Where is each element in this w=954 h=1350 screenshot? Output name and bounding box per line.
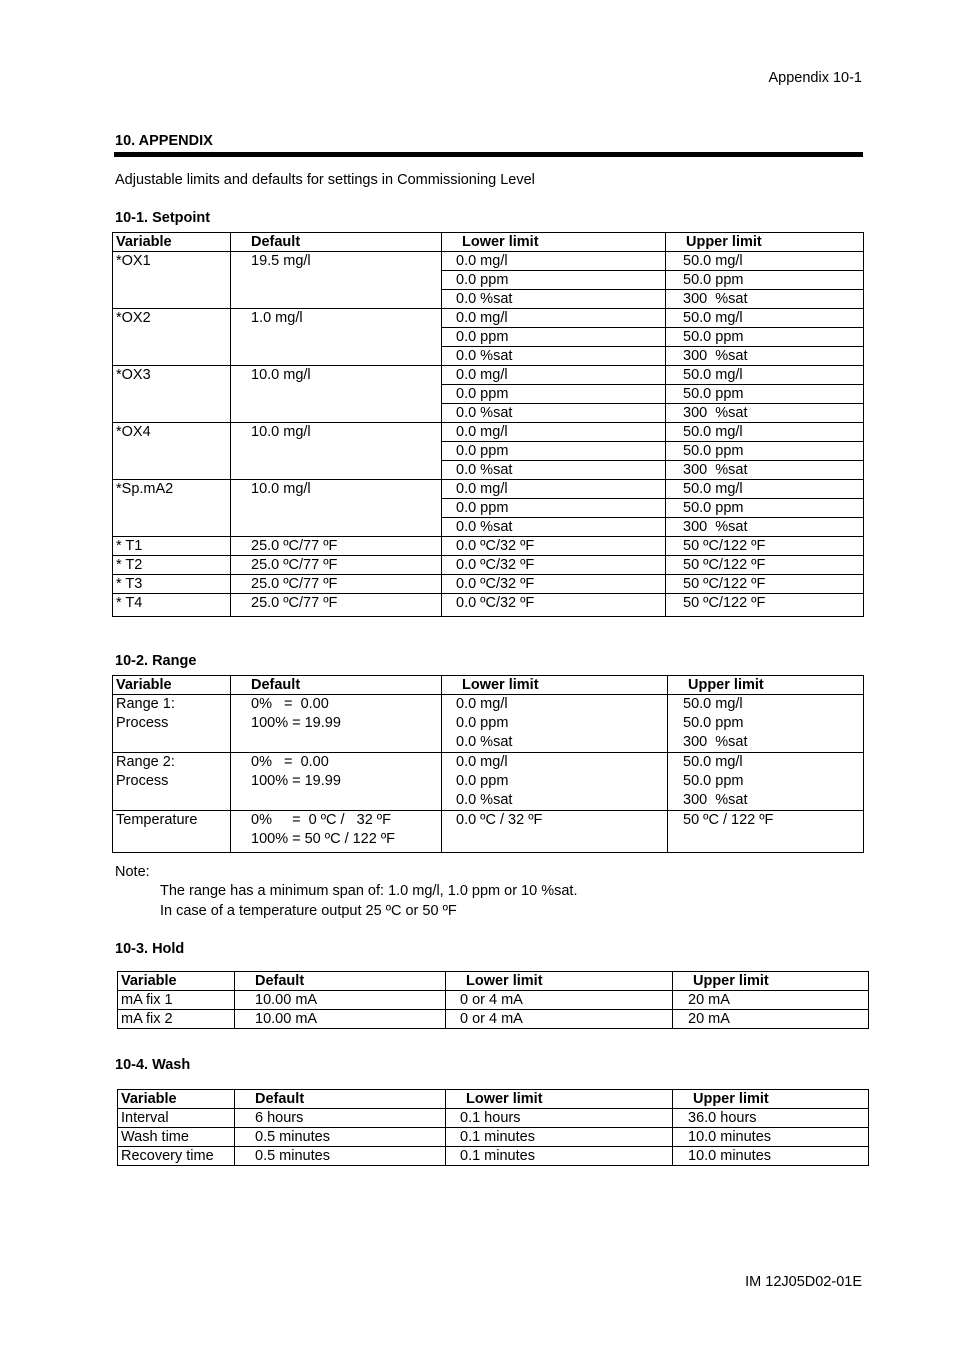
setpoint-heading: 10-1. Setpoint [115, 210, 211, 226]
upper-limit-cell: 50.0 mg/l [666, 309, 864, 328]
lower-limit-cell-line: 0.0 ppm [456, 773, 509, 789]
upper-limit-cell: 300 %sat [666, 347, 864, 366]
variable-cell-line: Temperature [116, 812, 198, 828]
lower-limit-cell: 0.0 mg/l [442, 252, 666, 271]
setpoint-table [112, 232, 864, 617]
table-row [113, 366, 864, 385]
default-cell: 10.0 mg/l [231, 480, 442, 537]
upper-limit-cell: 300 %sat [666, 404, 864, 423]
variable-cell: *OX1 [113, 252, 231, 309]
table-row [118, 1128, 869, 1147]
lower-limit-cell: 0.0 %sat [442, 290, 666, 309]
col-upper-limit: Upper limit [673, 972, 869, 991]
lower-limit-cell: 0.1 minutes [446, 1147, 673, 1166]
upper-limit-cell: 50 ºC/122 ºF [666, 575, 864, 594]
note-line: The range has a minimum span of: 1.0 mg/l, 1.0 ppm or 10 %sat. [160, 883, 578, 899]
lower-limit-cell: 0.0 ºC/32 ºF [442, 556, 666, 575]
col-default: Default [235, 972, 446, 991]
table-row [118, 1147, 869, 1166]
upper-limit-cell-line: 50.0 ppm [683, 773, 744, 789]
lower-limit-cell-line: 0.0 ppm [456, 715, 509, 731]
upper-limit-cell: 50.0 ppm [666, 499, 864, 518]
default-cell [231, 753, 442, 811]
variable-cell: * T1 [113, 537, 231, 556]
setpoint-header-row [113, 233, 864, 252]
col-upper-limit: Upper limit [673, 1090, 869, 1109]
table-row [113, 480, 864, 499]
lower-limit-cell: 0.0 mg/l [442, 309, 666, 328]
table-row [113, 594, 864, 617]
variable-cell: *OX4 [113, 423, 231, 480]
default-cell: 25.0 ºC/77 ºF [231, 537, 442, 556]
lower-limit-cell: 0.0 %sat [442, 404, 666, 423]
upper-limit-cell-line: 50 ºC / 122 ºF [683, 812, 774, 828]
note-line: In case of a temperature output 25 ºC or 50 ºF [160, 903, 457, 919]
note-label: Note: [115, 864, 150, 880]
lower-limit-cell: 0.0 ppm [442, 271, 666, 290]
variable-cell: Recovery time [118, 1147, 235, 1166]
default-cell [231, 811, 442, 853]
col-variable: Variable [113, 676, 231, 695]
upper-limit-cell: 300 %sat [666, 290, 864, 309]
variable-cell [113, 753, 231, 811]
lower-limit-cell-line: 0.0 %sat [456, 792, 513, 808]
table-row [118, 991, 869, 1010]
default-cell: 0.5 minutes [235, 1147, 446, 1166]
upper-limit-cell-line: 300 %sat [683, 792, 748, 808]
variable-cell-line: Process [116, 715, 169, 731]
variable-cell [113, 811, 231, 853]
default-cell: 10.00 mA [235, 1010, 446, 1029]
lower-limit-cell-line: 0.0 ºC / 32 ºF [456, 812, 543, 828]
variable-cell: Wash time [118, 1128, 235, 1147]
col-default: Default [235, 1090, 446, 1109]
upper-limit-cell: 300 %sat [666, 461, 864, 480]
range-table [112, 675, 864, 853]
variable-cell [113, 695, 231, 753]
lower-limit-cell-line: 0.0 mg/l [456, 754, 508, 770]
col-default: Default [231, 676, 442, 695]
col-lower-limit: Lower limit [442, 233, 666, 252]
hold-table [117, 971, 869, 1029]
col-variable: Variable [113, 233, 231, 252]
lower-limit-cell: 0.0 ppm [442, 499, 666, 518]
title-rule [114, 152, 863, 157]
col-lower-limit: Lower limit [446, 972, 673, 991]
lower-limit-cell: 0.0 ppm [442, 328, 666, 347]
variable-cell: *OX3 [113, 366, 231, 423]
upper-limit-cell: 36.0 hours [673, 1109, 869, 1128]
table-row [113, 753, 864, 811]
intro-text: Adjustable limits and defaults for settings in Commissioning Level [115, 172, 535, 188]
variable-cell-line: Range 2: [116, 754, 175, 770]
lower-limit-cell-line: 0.0 %sat [456, 734, 513, 750]
default-cell-line: 0% = 0.00 [251, 696, 329, 712]
variable-cell: * T2 [113, 556, 231, 575]
upper-limit-cell: 20 mA [673, 1010, 869, 1029]
lower-limit-cell-line: 0.0 mg/l [456, 696, 508, 712]
page-footer: IM 12J05D02-01E [745, 1274, 862, 1290]
lower-limit-cell: 0.0 %sat [442, 347, 666, 366]
lower-limit-cell: 0.0 ppm [442, 442, 666, 461]
page-header: Appendix 10-1 [768, 70, 862, 86]
variable-cell: * T3 [113, 575, 231, 594]
col-variable: Variable [118, 1090, 235, 1109]
upper-limit-cell: 20 mA [673, 991, 869, 1010]
variable-cell-line: Range 1: [116, 696, 175, 712]
col-upper-limit: Upper limit [666, 233, 864, 252]
table-row [118, 1010, 869, 1029]
table-row [118, 1109, 869, 1128]
upper-limit-cell: 50.0 ppm [666, 271, 864, 290]
default-cell: 10.0 mg/l [231, 366, 442, 423]
wash-header-row [118, 1090, 869, 1109]
hold-header-row [118, 972, 869, 991]
default-cell: 6 hours [235, 1109, 446, 1128]
upper-limit-cell-line: 50.0 mg/l [683, 754, 743, 770]
upper-limit-cell: 50.0 mg/l [666, 252, 864, 271]
default-cell [231, 695, 442, 753]
lower-limit-cell: 0.0 mg/l [442, 366, 666, 385]
default-cell: 10.00 mA [235, 991, 446, 1010]
lower-limit-cell: 0.0 ºC/32 ºF [442, 594, 666, 617]
upper-limit-cell: 50.0 ppm [666, 442, 864, 461]
variable-cell: mA fix 2 [118, 1010, 235, 1029]
default-cell-line: 0% = 0.00 [251, 754, 329, 770]
default-cell-line: 0% = 0 ºC / 32 ºF [251, 812, 391, 828]
upper-limit-cell-line: 300 %sat [683, 734, 748, 750]
table-row [113, 575, 864, 594]
col-variable: Variable [118, 972, 235, 991]
upper-limit-cell: 50.0 mg/l [666, 480, 864, 499]
upper-limit-cell: 50 ºC/122 ºF [666, 594, 864, 617]
col-upper-limit: Upper limit [668, 676, 864, 695]
lower-limit-cell: 0 or 4 mA [446, 1010, 673, 1029]
default-cell-line: 100% = 19.99 [251, 715, 341, 731]
default-cell: 19.5 mg/l [231, 252, 442, 309]
table-row [113, 811, 864, 853]
lower-limit-cell: 0.0 mg/l [442, 480, 666, 499]
lower-limit-cell: 0.0 ºC/32 ºF [442, 575, 666, 594]
upper-limit-cell: 50.0 ppm [666, 385, 864, 404]
range-header-row [113, 676, 864, 695]
default-cell-line: 100% = 50 ºC / 122 ºF [251, 831, 395, 847]
col-lower-limit: Lower limit [442, 676, 668, 695]
col-lower-limit: Lower limit [446, 1090, 673, 1109]
lower-limit-cell [442, 753, 668, 811]
lower-limit-cell: 0.1 hours [446, 1109, 673, 1128]
lower-limit-cell: 0.0 %sat [442, 461, 666, 480]
wash-heading: 10-4. Wash [115, 1057, 191, 1073]
default-cell: 10.0 mg/l [231, 423, 442, 480]
lower-limit-cell: 0 or 4 mA [446, 991, 673, 1010]
table-row [113, 423, 864, 442]
variable-cell: mA fix 1 [118, 991, 235, 1010]
default-cell: 25.0 ºC/77 ºF [231, 575, 442, 594]
lower-limit-cell: 0.0 ºC/32 ºF [442, 537, 666, 556]
upper-limit-cell: 50.0 ppm [666, 328, 864, 347]
lower-limit-cell: 0.0 ppm [442, 385, 666, 404]
upper-limit-cell: 10.0 minutes [673, 1128, 869, 1147]
upper-limit-cell-line: 50.0 ppm [683, 715, 744, 731]
variable-cell: *OX2 [113, 309, 231, 366]
default-cell: 25.0 ºC/77 ºF [231, 594, 442, 617]
upper-limit-cell: 50 ºC/122 ºF [666, 537, 864, 556]
upper-limit-cell: 10.0 minutes [673, 1147, 869, 1166]
variable-cell: *Sp.mA2 [113, 480, 231, 537]
table-row [113, 537, 864, 556]
lower-limit-cell: 0.0 mg/l [442, 423, 666, 442]
hold-heading: 10-3. Hold [115, 941, 185, 957]
section-title: 10. APPENDIX [115, 133, 213, 149]
lower-limit-cell: 0.0 %sat [442, 518, 666, 537]
col-default: Default [231, 233, 442, 252]
table-row [113, 252, 864, 271]
upper-limit-cell [668, 811, 864, 853]
upper-limit-cell [668, 695, 864, 753]
upper-limit-cell: 50 ºC/122 ºF [666, 556, 864, 575]
lower-limit-cell [442, 695, 668, 753]
upper-limit-cell: 50.0 mg/l [666, 423, 864, 442]
upper-limit-cell: 50.0 mg/l [666, 366, 864, 385]
table-row [113, 695, 864, 753]
default-cell: 0.5 minutes [235, 1128, 446, 1147]
table-row [113, 309, 864, 328]
upper-limit-cell [668, 753, 864, 811]
upper-limit-cell-line: 50.0 mg/l [683, 696, 743, 712]
variable-cell: Interval [118, 1109, 235, 1128]
default-cell: 1.0 mg/l [231, 309, 442, 366]
default-cell: 25.0 ºC/77 ºF [231, 556, 442, 575]
variable-cell: * T4 [113, 594, 231, 617]
wash-table [117, 1089, 869, 1166]
lower-limit-cell: 0.1 minutes [446, 1128, 673, 1147]
table-row [113, 556, 864, 575]
default-cell-line: 100% = 19.99 [251, 773, 341, 789]
upper-limit-cell: 300 %sat [666, 518, 864, 537]
variable-cell-line: Process [116, 773, 169, 789]
lower-limit-cell [442, 811, 668, 853]
range-heading: 10-2. Range [115, 653, 197, 669]
